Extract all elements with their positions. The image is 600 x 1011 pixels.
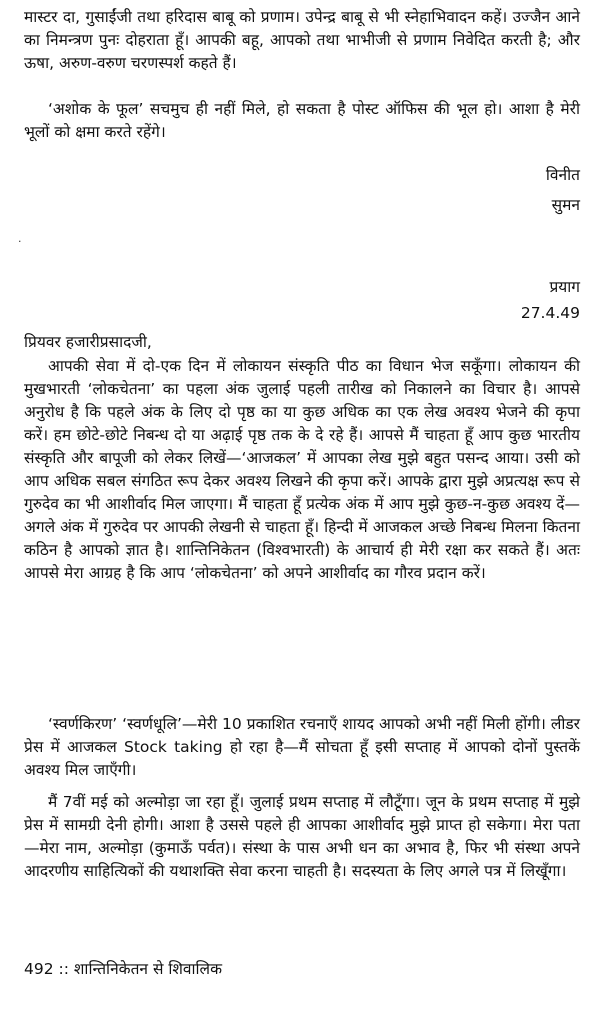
letter2-date: 27.4.49 (520, 304, 580, 322)
letter2-paragraph-3: मैं 7वीं मई को अल्मोड़ा जा रहा हूँ। जुलाई प्रथम सप्ताह में लौटूँगा। जून के प्रथम सप्ताह में मुझे प्रेस में सामग्री देनी होगी। आशा है उससे पहले ही आपका आशीर्वाद मुझे प्राप्त हो सकेगा। मेरा पता—मेरा नाम, अल्मोड़ा (कुमाऊँ पर्वत)। संस्था के पास अभी धन का अभाव है, फिर भी संस्था अपने आदरणीय साहित्यिकों की यथाशक्ति सेवा करना चाहती है। सदस्यता के लिए अगले पत्र में लिखूँगा। (24, 793, 580, 880)
letter1-paragraph-1: मास्टर दा, गुसाईंजी तथा हरिदास बाबू को प्रणाम। उपेन्द्र बाबू से भी स्नेहाभिवादन कहें। उज्जैन आने का निमन्त्रण पुनः दोहराता हूँ। आपकी बहू, आपको तथा भाभीजी से प्रणाम निवेदित करती है; और ऊषा, अरुण-वरुण चरणस्पर्श कहते हैं। (24, 8, 580, 72)
letter2-place: प्रयाग (549, 278, 580, 296)
letter2-paragraph-1: आपकी सेवा में दो-एक दिन में लोकायन संस्कृति पीठ का विधान भेज सकूँगा। लोकायन की मुखभारती ‘लोकचेतना’ का पहला अंक जुलाई पहली तारीख को निकालने का विचार है। आपसे अनुरोध है कि पहले अंक के लिए दो पृष्ठ का या कुछ अधिक का एक लेख अवश्य भेजने की कृपा करें। हम छोटे-छोटे निबन्ध दो या अढ़ाई पृष्ठ तक के दे रहे हैं। आपसे मैं चाहता हूँ आप कुछ भारतीय संस्कृति और बापूजी को लेकर लिखें—‘आजकल’ में आपका लेख मुझे बहुत पसन्द आया। उसी को आप अधिक सबल संगठित रूप देकर अवश्य लिखने की कृपा करें। आपके द्वारा मुझे अप्रत्यक्ष रूप से गुरुदेव का भी आशीर्वाद मिल जाएगा। मैं चाहता हूँ प्रत्येक अंक में आप मुझे कुछ-न-कुछ अवश्य दें—अगले अंक में गुरुदेव पर आपकी लेखनी से चाहता हूँ। हिन्दी में आजकल अच्छे निबन्ध मिलना कितना कठिन है आपको ज्ञात है। शान्तिनिकेतन (विश्वभारती) के आचार्य ही मेरी रक्षा कर सकते हैं। अतः आपसे मेरा आग्रह है कि आप ‘लोकचेतना’ को अपने आशीर्वाद का गौरव प्रदान करें। (24, 357, 580, 582)
letter2-paragraph-2: ‘स्वर्णकिरण’ ‘स्वर्णधूलि’—मेरी 10 प्रकाशित रचनाएँ शायद आपको अभी नहीं मिली होंगी। लीडर प्रेस में आजकल Stock taking हो रहा है—मैं सोचता हूँ इसी सप्ताह में आपको दोनों पुस्तकें अवश्य मिल जाएँगी। (24, 715, 580, 779)
stray-mark: · (18, 235, 22, 248)
letter1-closing: विनीत (545, 166, 580, 184)
letter2-salutation: प्रियवर हजारीप्रसादजी, (24, 333, 152, 351)
letter1-paragraph-2: ‘अशोक के फूल’ सचमुच ही नहीं मिले, हो सकता है पोस्ट ऑफिस की भूल हो। आशा है मेरी भूलों को क्षमा करते रहेंगे। (24, 100, 580, 141)
page-footer: 492 :: शान्तिनिकेतन से शिवालिक (24, 960, 222, 978)
letter1-signature: सुमन (551, 196, 580, 214)
